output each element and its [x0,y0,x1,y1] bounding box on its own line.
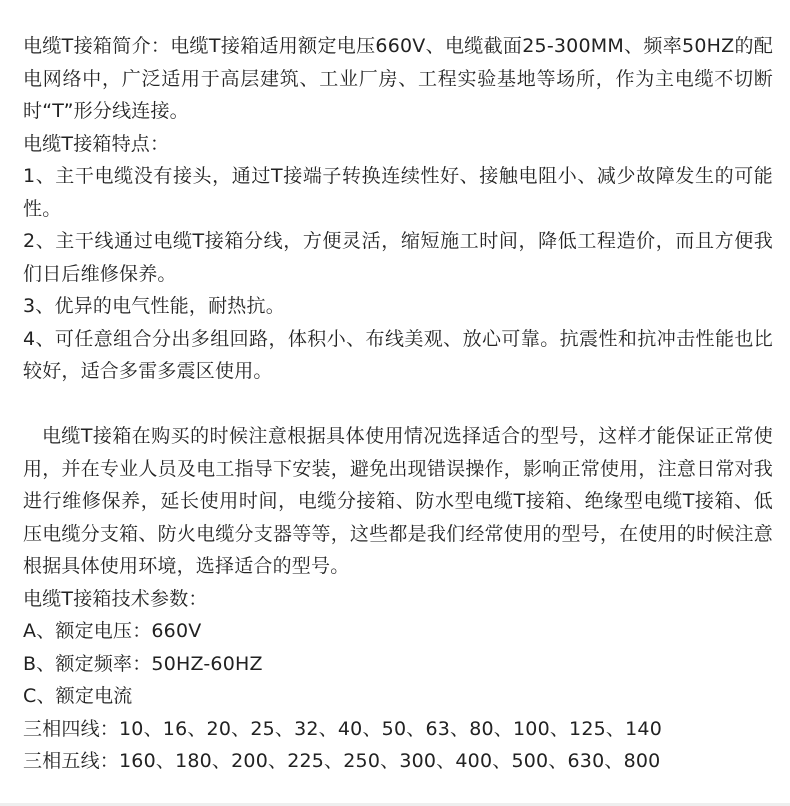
specs-title: 电缆T接箱技术参数： [23,587,208,610]
document-body [23,30,773,778]
feature-item-3: 3、优异的电气性能，耐热抗。 [23,295,285,317]
features-title: 电缆T接箱特点： [23,132,170,155]
spec-three-phase-five-wire: 三相五线：160、180、200、225、250、300、400、500、630、800 [23,750,661,772]
feature-item-4: 4、可任意组合分出多组回路，体积小、布线美观、放心可靠。抗震性和抗冲击性能也比较好，适合多雷多震区使用。 [23,327,773,382]
feature-item-1: 1、主干电缆没有接头，通过T接端子转换连续性好、接触电阻小、减少故障发生的可能性。 [23,165,773,220]
spec-rated-voltage: A、额定电压：660V [23,620,202,642]
purchase-note-paragraph: 电缆T接箱在购买的时候注意根据具体使用情况选择适合的型号，这样才能保证正常使用，并在专业人员及电工指导下安装，避免出现错误操作，影响正常使用，注意日常对我进行维修保养，延长使用时间，电缆分接箱、防水型电缆T接箱、绝缘型电缆T接箱、低压电缆分支箱、防火电缆分支器等等，这些都是我们经常使用的型号，在使用的时候注意根据具体使用环境，选择适合的型号。 [23,425,773,577]
paragraph-spacer [23,388,773,421]
intro-paragraph: 电缆T接箱简介：电缆T接箱适用额定电压660V、电缆截面25-300MM、频率50HZ的配电网络中，广泛适用于高层建筑、工业厂房、工程实验基地等场所，作为主电缆不切断时“T”形分线连接。 [23,35,773,122]
spec-rated-current: C、额定电流 [23,685,133,707]
feature-item-2: 2、主干线通过电缆T接箱分线，方便灵活，缩短施工时间，降低工程造价，而且方便我们日后维修保养。 [23,230,773,285]
spec-rated-frequency: B、额定频率：50HZ-60HZ [23,652,263,675]
spec-three-phase-four-wire: 三相四线：10、16、20、25、32、40、50、63、80、100、125、140 [23,717,662,740]
